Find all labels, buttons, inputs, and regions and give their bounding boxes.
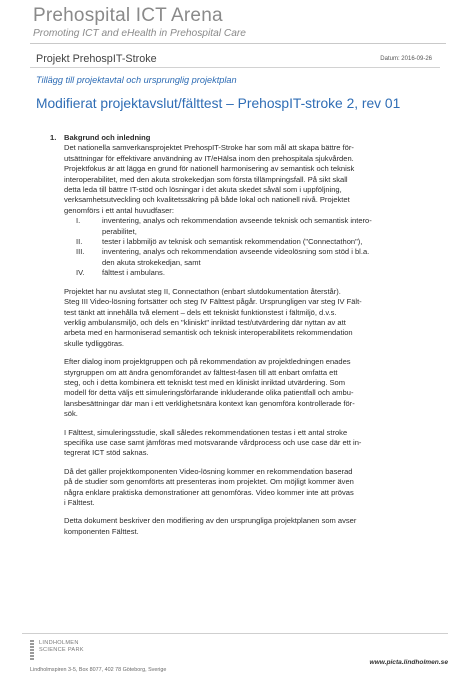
section-number: 1.	[50, 133, 57, 142]
text-line: Projektfokus är att lägga en grund för nationell harmonisering av semantisk och teknisk	[64, 164, 355, 174]
section-heading	[50, 133, 428, 143]
text-line: steg, och i detta kombinera ett tekniskt test med en kliniskt inriktad utvärdering. Som	[64, 377, 346, 387]
header-divider	[30, 43, 446, 44]
text-line: modell för detta väljs ett simuleringsförfarande inkluderande olika patientfall och ambu-	[64, 388, 354, 398]
text-line: Efter dialog inom projektgruppen och på rekommendation av projektledningen enades	[64, 357, 351, 367]
text-line: interoperabilitet, med den akuta strokekedjan som första tillämpningsfall. På sikt skall	[64, 174, 348, 184]
lindholmen-logo	[30, 638, 140, 664]
project-name: Projekt PrehospIT-Stroke	[36, 53, 157, 65]
list-text	[102, 268, 428, 278]
list-text	[102, 237, 428, 247]
list-number: II.	[76, 237, 83, 247]
text-line: inventering, analys och rekommendation avseende teknisk och semantisk intero-	[102, 216, 372, 226]
document-date: Datum: 2016-09-26	[380, 56, 432, 62]
text-line: perabilitet,	[102, 226, 137, 236]
text-line: komponenten Fälttest.	[64, 526, 139, 536]
list-item	[64, 237, 428, 247]
text-line: Steg III Video-lösning fortsätter och steg IV Fälttest pågår. Ursprungligen var steg IV Fält-	[64, 297, 362, 307]
text-line: sök.	[64, 409, 78, 419]
paragraph-falttest	[50, 428, 428, 459]
text-line: test tänkt att innehålla två element – dels ett tekniskt funktionstest i fältmiljö, d.v.s.	[64, 307, 337, 317]
text-line: genomförs i ett antal huvudfaser:	[64, 205, 174, 215]
document-body	[50, 133, 428, 537]
intro-paragraph	[50, 143, 428, 216]
text-line: detta leda till bättre IT-stöd och lösningar i det akuta skedet såväl som i uppföljning,	[64, 185, 342, 195]
text-line: Det nationella samverkansprojektet PrehospIT-Stroke har som mål att skapa bättre för-	[64, 143, 354, 153]
text-line: styrgruppen om att ändra genomförandet av fälttest-fasen till att enbart omfatta ett	[64, 367, 338, 377]
text-line: lansbesättningar där man i ett verklighetsnära kontext kan genomföra kontrollerade för-	[64, 398, 355, 408]
list-number: IV.	[76, 268, 85, 278]
text-line: tegrerat ICT stöd saknas.	[64, 448, 149, 458]
list-text	[102, 247, 428, 268]
supplement-title: Tillägg till projektavtal och ursprunglig projektplan	[36, 75, 237, 85]
text-line: utsättningar för effektivare användning av IT/eHälsa inom den prehospitala sjukvården.	[64, 153, 354, 163]
footer-url[interactable]: www.picta.lindholmen.se	[369, 659, 448, 666]
project-divider	[30, 67, 440, 68]
text-line: verklig ambulansmiljö, och dels en "kliniskt" inriktad test/utvärdering där nyttan av att	[64, 317, 346, 327]
text-line: Detta dokument beskriver den modifiering av den ursprungliga projektplanen som avser	[64, 516, 357, 526]
paragraph-decision	[50, 357, 428, 419]
logo-line-2: SCIENCE PARK	[39, 647, 84, 653]
text-line: inventering, analys och rekommendation avseende videolösning som stöd i bl.a.	[102, 247, 370, 257]
text-line: Då det gäller projektkomponenten Video-lösning kommer en rekommendation baserad	[64, 466, 353, 476]
phase-list	[50, 216, 428, 278]
text-line: fälttest i ambulans.	[102, 268, 165, 278]
section-heading-text: Bakgrund och inledning	[64, 133, 151, 142]
logo-bars-icon	[30, 640, 36, 662]
document-title: Modifierat projektavslut/fälttest – PrehospIT-stroke 2, rev 01	[36, 96, 401, 111]
list-item	[64, 216, 428, 237]
text-line: tester i labbmiljö av teknisk och semantisk rekommendation ("Connectathon"),	[102, 237, 363, 247]
header-subtitle: Promoting ICT and eHealth in Prehospital Care	[33, 28, 246, 39]
logo-line-1: LINDHOLMEN	[39, 640, 79, 646]
list-item	[64, 268, 428, 278]
list-item	[64, 247, 428, 268]
text-line: verksamhetsutveckling och kvalitetssäkring på både lokal och nationell nivå. Projektet	[64, 195, 350, 205]
footer-address: Lindholmspiren 3-5, Box 8077, 402 78 Göteborg, Sverige	[30, 667, 167, 673]
text-line: i Fälttest.	[64, 498, 95, 507]
paragraph-status	[50, 287, 428, 349]
paragraph-video	[50, 467, 428, 509]
text-line: specifika use case samt jämföras med motsvarande vårdprocess och use case där ett in-	[64, 437, 362, 447]
list-number: I.	[76, 216, 81, 226]
footer-divider	[22, 633, 448, 634]
text-line: skulle tydliggöras.	[64, 338, 124, 348]
text-line: några enklare praktiska demonstrationer att genomföras. Video kommer inte att prövas	[64, 487, 354, 497]
text-line: I Fälttest, simuleringsstudie, skall således rekommendationen testas i ett antal stroke	[64, 427, 348, 437]
text-line: den akuta strokekedjan, samt	[102, 257, 201, 267]
header-title: Prehospital ICT Arena	[33, 5, 223, 26]
list-text	[102, 216, 428, 237]
text-line: på de studier som genomförts att presenteras inom projektet. Om möjligt kommer även	[64, 477, 354, 487]
list-number: III.	[76, 247, 85, 257]
paragraph-scope	[50, 516, 428, 537]
text-line: Projektet har nu avslutat steg II, Connectathon (enbart slutdokumentation återstår).	[64, 286, 341, 296]
text-line: arbeta med en harmoniserad semantisk och teknisk interoperabilitets rekommendation	[64, 328, 353, 338]
